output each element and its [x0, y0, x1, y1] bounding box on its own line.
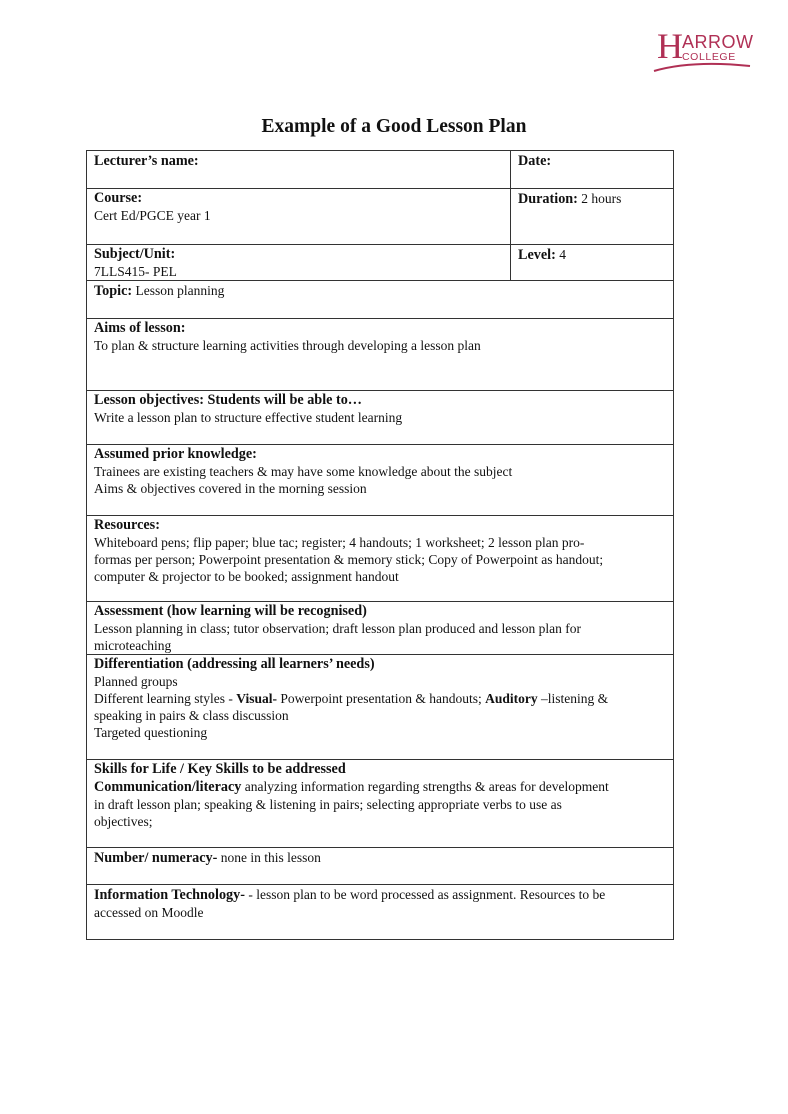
- subject-label: Subject/Unit:: [94, 246, 176, 262]
- communication-label: Communication/literacy: [94, 779, 242, 795]
- logo-swoosh-icon: [652, 58, 752, 74]
- differentiation-line: speaking in pairs & class discussion: [94, 708, 289, 723]
- topic-value: Lesson planning: [132, 283, 225, 298]
- level-value: 4: [555, 247, 566, 262]
- topic-label: Topic:: [94, 283, 133, 299]
- aims-value: To plan & structure learning activities through developing a lesson plan: [94, 338, 481, 353]
- objectives-value: Write a lesson plan to structure effective student learning: [94, 410, 403, 425]
- numeracy-label: Number/ numeracy-: [94, 850, 218, 866]
- skills-line: objectives;: [94, 814, 153, 829]
- prior-knowledge-label: Assumed prior knowledge:: [94, 446, 257, 462]
- resources-line: Whiteboard pens; flip paper; blue tac; register; 4 handouts; 1 worksheet; 2 lesson plan pro-: [94, 535, 585, 550]
- lecturer-cell: [87, 151, 511, 189]
- prior-knowledge-line: Aims & objectives covered in the morning session: [94, 481, 367, 496]
- lecturer-label: Lecturer’s name:: [94, 153, 199, 169]
- numeracy-cell: [87, 848, 674, 885]
- harrow-college-logo: [652, 28, 758, 76]
- differentiation-line: Targeted questioning: [94, 725, 208, 740]
- aims-label: Aims of lesson:: [94, 320, 186, 336]
- level-cell: [511, 245, 674, 281]
- page-title: Example of a Good Lesson Plan: [261, 116, 527, 137]
- assessment-cell: [87, 602, 674, 655]
- aims-cell: [87, 319, 674, 391]
- course-cell: [87, 189, 511, 245]
- course-value: Cert Ed/PGCE year 1: [94, 208, 211, 223]
- assessment-label: Assessment (how learning will be recognised): [94, 603, 367, 619]
- level-label: Level:: [518, 247, 556, 263]
- duration-label: Duration:: [518, 191, 578, 207]
- differentiation-learning-styles: [94, 690, 666, 707]
- logo-top-text: ARROW: [682, 32, 754, 52]
- logo-initial: H: [657, 26, 683, 66]
- communication-line: [94, 778, 666, 796]
- communication-text: analyzing information regarding strengths & areas for development: [241, 779, 609, 794]
- resources-line: computer & projector to be booked; assignment handout: [94, 569, 399, 584]
- lesson-plan-table: [86, 150, 674, 940]
- assessment-line: microteaching: [94, 638, 172, 653]
- numeracy-value: none in this lesson: [217, 850, 321, 865]
- auditory-text: –listening &: [537, 691, 609, 706]
- resources-line: formas per person; Powerpoint presentation & memory stick; Copy of Powerpoint as handout;: [94, 552, 604, 567]
- topic-cell: [87, 281, 674, 319]
- information-technology-cell: [87, 885, 674, 940]
- objectives-cell: [87, 391, 674, 445]
- duration-cell: [511, 189, 674, 245]
- date-cell: [511, 151, 674, 189]
- skills-label: Skills for Life / Key Skills to be addressed: [94, 761, 346, 777]
- resources-cell: [87, 516, 674, 602]
- skills-cell: [87, 760, 674, 848]
- differentiation-cell: [87, 655, 674, 760]
- resources-label: Resources:: [94, 517, 160, 533]
- course-label: Course:: [94, 190, 143, 206]
- objectives-label: Lesson objectives: Students will be able to…: [94, 392, 362, 408]
- learning-styles-intro: Different learning styles -: [94, 691, 237, 706]
- assessment-line: Lesson planning in class; tutor observation; draft lesson plan produced and lesson plan for: [94, 621, 582, 636]
- differentiation-line: Planned groups: [94, 674, 178, 689]
- auditory-label: Auditory: [485, 691, 538, 706]
- subject-value: 7LLS415- PEL: [94, 264, 177, 279]
- logo-bottom-text: COLLEGE: [682, 51, 736, 63]
- subject-cell: [87, 245, 511, 281]
- information-technology-value: - lesson plan to be word processed as assignment. Resources to be: [244, 887, 606, 902]
- prior-knowledge-cell: [87, 445, 674, 516]
- prior-knowledge-line: Trainees are existing teachers & may have some knowledge about the subject: [94, 464, 513, 479]
- information-technology-line: [94, 886, 666, 904]
- differentiation-label: Differentiation (addressing all learners’ needs): [94, 656, 375, 672]
- duration-value: 2 hours: [577, 191, 622, 206]
- skills-line: in draft lesson plan; speaking & listening in pairs; selecting appropriate verbs to use as: [94, 797, 562, 812]
- visual-text: Powerpoint presentation & handouts;: [276, 691, 486, 706]
- information-technology-line2: accessed on Moodle: [94, 905, 204, 920]
- information-technology-label: Information Technology-: [94, 887, 245, 903]
- date-label: Date:: [518, 153, 552, 169]
- visual-label: Visual-: [236, 691, 277, 706]
